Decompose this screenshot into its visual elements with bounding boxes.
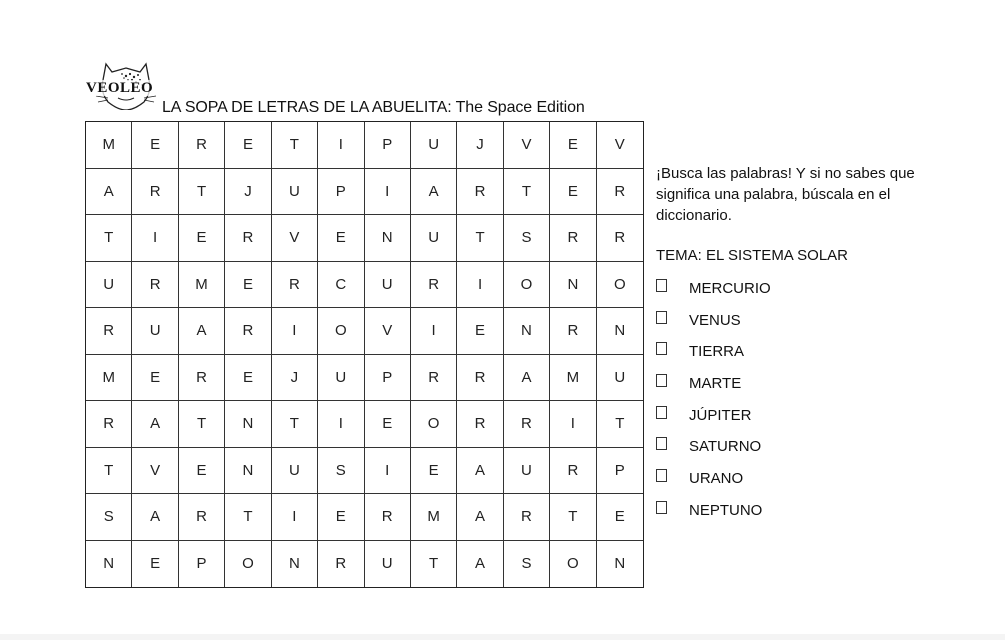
grid-cell[interactable]: R xyxy=(225,215,271,262)
grid-cell[interactable]: P xyxy=(597,448,643,495)
grid-cell[interactable]: R xyxy=(318,541,364,588)
grid-cell[interactable]: P xyxy=(365,355,411,402)
word-checkbox[interactable] xyxy=(656,342,667,355)
grid-cell[interactable]: R xyxy=(132,262,178,309)
grid-cell[interactable]: S xyxy=(86,494,132,541)
grid-cell[interactable]: R xyxy=(411,355,457,402)
logo-text: VEOLEO xyxy=(86,80,154,96)
grid-cell[interactable]: N xyxy=(614,555,626,573)
word-checkbox[interactable] xyxy=(656,437,667,450)
grid-cell[interactable]: V xyxy=(132,448,178,495)
word-label: SATURNO xyxy=(689,438,762,456)
grid-cell[interactable]: T xyxy=(225,494,271,541)
grid-cell[interactable]: E xyxy=(318,215,364,262)
word-list-item xyxy=(656,436,771,468)
grid-cell[interactable]: S xyxy=(318,448,364,495)
grid-cell[interactable]: R xyxy=(457,169,503,216)
grid-cell[interactable]: U xyxy=(597,355,643,402)
grid-cell[interactable]: A xyxy=(179,308,225,355)
word-list-item xyxy=(656,341,771,373)
word-label: MARTE xyxy=(689,375,742,393)
word-label: MERCURIO xyxy=(689,280,771,297)
grid-cell[interactable]: U xyxy=(86,262,132,309)
grid-cell[interactable]: M xyxy=(86,355,132,402)
grid-cell[interactable]: R xyxy=(132,169,178,216)
word-checkbox[interactable] xyxy=(656,279,667,292)
grid-cell[interactable]: I xyxy=(132,215,178,262)
grid-cell[interactable]: I xyxy=(550,401,596,448)
word-list-item xyxy=(656,278,771,310)
word-checkbox[interactable] xyxy=(656,406,667,419)
grid-cell[interactable]: R xyxy=(550,308,596,355)
instructions-text: ¡Busca las palabras! Y si no sabes que significa una palabra, búscala en el diccionario. xyxy=(656,165,915,224)
word-label: VENUS xyxy=(689,311,741,329)
grid-cell[interactable]: O xyxy=(504,262,550,309)
grid-cell[interactable]: R xyxy=(365,494,411,541)
grid-cell[interactable]: S xyxy=(504,215,550,262)
grid-cell[interactable]: A xyxy=(457,448,503,495)
grid-cell[interactable]: R xyxy=(272,262,318,309)
grid-cell[interactable]: E xyxy=(225,355,271,402)
grid-cell[interactable]: T xyxy=(597,401,643,448)
grid-cell[interactable]: V xyxy=(597,122,643,169)
grid-cell[interactable]: J xyxy=(225,169,271,216)
grid-cell[interactable]: I xyxy=(365,448,411,495)
grid-cell[interactable]: O xyxy=(597,262,643,309)
grid-cell[interactable]: R xyxy=(504,401,550,448)
grid-cell[interactable]: E xyxy=(318,494,364,541)
grid-cell[interactable]: R xyxy=(597,215,643,262)
grid-cell[interactable]: R xyxy=(86,401,132,448)
word-label: NEPTUNO xyxy=(689,501,763,519)
grid-cell[interactable]: M xyxy=(550,355,596,402)
grid-cell[interactable]: N xyxy=(504,308,550,355)
grid-cell[interactable]: I xyxy=(318,122,364,169)
word-label: URANO xyxy=(689,470,744,488)
grid-cell[interactable]: R xyxy=(411,262,457,309)
word-label: JÚPITER xyxy=(689,406,752,424)
grid-cell[interactable]: R xyxy=(225,308,271,355)
grid-cell[interactable]: S xyxy=(504,541,550,588)
grid-cell[interactable]: M xyxy=(411,494,457,541)
word-list-item xyxy=(656,468,771,500)
grid-cell[interactable]: U xyxy=(411,122,457,169)
veoleo-logo xyxy=(86,58,166,110)
grid-cell[interactable]: R xyxy=(179,494,225,541)
grid-cell[interactable]: E xyxy=(550,169,596,216)
grid-cell[interactable]: P xyxy=(318,169,364,216)
grid-cell[interactable]: E xyxy=(411,448,457,495)
grid-cell[interactable]: O xyxy=(318,308,364,355)
theme-value: EL SISTEMA SOLAR xyxy=(701,247,849,264)
grid-cell[interactable]: I xyxy=(272,308,318,355)
grid-cell[interactable]: T xyxy=(272,401,318,448)
grid-cell[interactable]: O xyxy=(550,541,596,588)
grid-cell[interactable]: P xyxy=(365,122,411,169)
grid-cell[interactable]: U xyxy=(365,541,411,588)
grid-cell[interactable]: E xyxy=(597,494,643,541)
grid-cell[interactable]: R xyxy=(86,308,132,355)
grid-cell[interactable]: E xyxy=(365,401,411,448)
grid-cell[interactable]: E xyxy=(225,122,271,169)
grid-cell[interactable]: E xyxy=(132,541,178,588)
grid-cell[interactable]: A xyxy=(411,169,457,216)
grid-cell[interactable]: N xyxy=(272,541,318,588)
grid-cell[interactable]: A xyxy=(132,401,178,448)
grid-cell[interactable]: O xyxy=(225,541,271,588)
grid-cell[interactable]: A xyxy=(457,494,503,541)
grid-cell[interactable]: R xyxy=(457,401,503,448)
grid-cell[interactable]: T xyxy=(457,215,503,262)
grid-cell[interactable]: E xyxy=(132,122,178,169)
page-bottom-edge xyxy=(0,634,1005,640)
grid-cell[interactable]: J xyxy=(457,122,503,169)
word-list-item xyxy=(656,500,771,532)
grid-cell[interactable]: C xyxy=(318,262,364,309)
word-list-item xyxy=(656,405,771,437)
grid-cell[interactable]: T xyxy=(86,448,132,495)
theme-heading xyxy=(656,247,848,264)
grid-cell[interactable]: I xyxy=(457,262,503,309)
grid-cell[interactable]: U xyxy=(272,169,318,216)
grid-cell[interactable]: U xyxy=(272,448,318,495)
grid-cell[interactable]: I xyxy=(411,308,457,355)
grid-cell[interactable]: M xyxy=(86,122,132,169)
theme-label: TEMA xyxy=(656,247,698,264)
grid-cell[interactable]: R xyxy=(550,215,596,262)
grid-cell[interactable]: V xyxy=(504,122,550,169)
word-search-grid xyxy=(85,121,644,588)
theme-separator: : xyxy=(697,247,702,264)
grid-cell[interactable]: N xyxy=(225,401,271,448)
grid-cell[interactable]: R xyxy=(504,494,550,541)
grid-cell[interactable]: I xyxy=(365,169,411,216)
grid-cell[interactable]: R xyxy=(179,122,225,169)
grid-cell[interactable]: E xyxy=(179,215,225,262)
grid-cell[interactable]: I xyxy=(318,401,364,448)
grid-cell[interactable]: U xyxy=(411,215,457,262)
word-label: TIERRA xyxy=(689,343,745,361)
grid-cell[interactable]: I xyxy=(272,494,318,541)
grid-cell[interactable]: E xyxy=(457,308,503,355)
grid-cell[interactable]: N xyxy=(550,262,596,309)
grid-cell[interactable]: R xyxy=(550,448,596,495)
grid-cell[interactable]: R xyxy=(457,355,503,402)
grid-cell[interactable]: P xyxy=(179,541,225,588)
grid-cell[interactable]: J xyxy=(272,355,318,402)
grid-cell[interactable]: N xyxy=(597,308,643,355)
word-list-item xyxy=(656,310,771,342)
grid-cell[interactable]: R xyxy=(179,355,225,402)
grid-cell[interactable]: N xyxy=(86,541,132,588)
grid-cell[interactable]: T xyxy=(272,122,318,169)
grid-cell[interactable]: A xyxy=(86,169,132,216)
grid-cell[interactable]: R xyxy=(597,169,643,216)
grid-cell[interactable]: E xyxy=(179,448,225,495)
grid-cell[interactable]: U xyxy=(504,448,550,495)
grid-cell[interactable]: E xyxy=(550,122,596,169)
grid-cell[interactable]: E xyxy=(132,355,178,402)
grid-cell[interactable]: M xyxy=(179,262,225,309)
grid-cell[interactable]: V xyxy=(365,308,411,355)
grid-cell[interactable]: T xyxy=(550,494,596,541)
word-checkbox[interactable] xyxy=(656,501,667,514)
page-title: LA SOPA DE LETRAS DE LA ABUELITA: The Space Edition xyxy=(162,99,585,116)
grid-cell[interactable]: T xyxy=(411,541,457,588)
grid-cell[interactable]: A xyxy=(504,355,550,402)
grid-cell[interactable]: U xyxy=(318,355,364,402)
grid-cell[interactable]: A xyxy=(132,494,178,541)
grid-cell[interactable]: A xyxy=(457,541,503,588)
grid-cell[interactable]: U xyxy=(365,262,411,309)
word-checkbox[interactable] xyxy=(656,469,667,482)
grid-cell[interactable]: N xyxy=(225,448,271,495)
grid-cell[interactable]: U xyxy=(132,308,178,355)
grid-cell[interactable]: N xyxy=(365,215,411,262)
word-checkbox[interactable] xyxy=(656,374,667,387)
word-checkbox[interactable] xyxy=(656,311,667,324)
grid-cell[interactable]: V xyxy=(272,215,318,262)
word-list-item xyxy=(656,373,771,405)
grid-cell[interactable]: E xyxy=(225,262,271,309)
grid-cell[interactable]: T xyxy=(504,169,550,216)
grid-cell[interactable]: T xyxy=(179,401,225,448)
grid-cell[interactable]: O xyxy=(411,401,457,448)
word-list xyxy=(656,278,771,532)
grid-cell[interactable]: T xyxy=(86,215,132,262)
grid-cell[interactable]: T xyxy=(179,169,225,216)
